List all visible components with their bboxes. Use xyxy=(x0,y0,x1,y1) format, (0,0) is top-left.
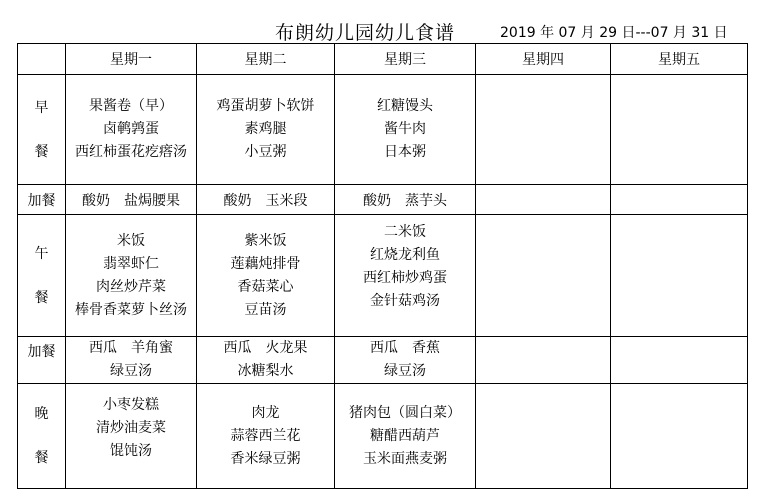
menu-item: 二米饭 xyxy=(384,224,426,240)
menu-cell xyxy=(335,215,476,337)
meal-label-snack: 加餐 xyxy=(18,337,66,384)
menu-item: 馄饨汤 xyxy=(110,443,152,459)
menu-item: 肉丝炒芹菜 xyxy=(96,278,166,295)
empty-cell xyxy=(476,337,611,384)
meal-label-snack: 加餐 xyxy=(18,185,66,215)
menu-item: 酱牛肉 xyxy=(384,121,426,137)
menu-cell xyxy=(66,337,197,384)
meal-char: 晚 xyxy=(34,406,49,422)
empty-cell xyxy=(476,215,611,337)
menu-item: 西瓜 香蕉 xyxy=(370,340,440,356)
menu-cell xyxy=(197,337,335,384)
menu-item: 米饭 xyxy=(117,232,145,249)
menu-item: 鸡蛋胡萝卜软饼 xyxy=(216,98,315,114)
menu-item: 西瓜 羊角蜜 xyxy=(89,340,173,356)
menu-item: 猪肉包（圆白菜） xyxy=(349,404,461,421)
menu-item: 棒骨香菜萝卜丝汤 xyxy=(75,301,187,318)
menu-item: 红糖馒头 xyxy=(377,98,433,114)
meal-char: 餐 xyxy=(34,143,49,160)
empty-cell xyxy=(476,185,611,215)
table-row xyxy=(18,75,748,185)
menu-item: 卤鹌鹑蛋 xyxy=(103,121,159,137)
menu-cell xyxy=(197,75,335,185)
date-range: 2019 年 07 月 29 日---07 月 31 日 xyxy=(500,25,728,41)
day-header-mon: 星期一 xyxy=(66,44,197,75)
meal-char: 餐 xyxy=(34,450,49,466)
menu-item: 糖醋西葫芦 xyxy=(370,427,440,444)
menu-item: 素鸡腿 xyxy=(244,121,287,137)
menu-cell xyxy=(197,384,335,489)
day-header-wed: 星期三 xyxy=(335,44,476,75)
menu-item: 冰糖梨水 xyxy=(237,363,294,379)
meal-label-dinner xyxy=(18,384,66,489)
menu-item: 酸奶 蒸芋头 xyxy=(335,185,476,215)
table-row xyxy=(18,215,748,337)
empty-cell xyxy=(611,384,748,489)
menu-cell xyxy=(197,215,335,337)
menu-item: 绿豆汤 xyxy=(110,363,152,379)
empty-cell xyxy=(611,215,748,337)
menu-cell xyxy=(335,384,476,489)
menu-item: 翡翠虾仁 xyxy=(103,255,159,272)
menu-cell xyxy=(66,215,197,337)
menu-table xyxy=(17,43,748,489)
menu-item: 酸奶 盐焗腰果 xyxy=(66,185,197,215)
meal-char: 餐 xyxy=(34,289,49,306)
meal-label-lunch xyxy=(18,215,66,337)
menu-item: 日本粥 xyxy=(384,144,426,160)
menu-item: 蒜蓉西兰花 xyxy=(230,427,301,444)
empty-cell xyxy=(611,185,748,215)
empty-cell xyxy=(611,75,748,185)
meal-label-breakfast xyxy=(18,75,66,185)
menu-item: 西红柿蛋花疙瘩汤 xyxy=(75,144,187,160)
empty-cell xyxy=(476,384,611,489)
menu-item: 香菇菜心 xyxy=(237,278,294,295)
header-row xyxy=(18,44,748,75)
menu-item: 果酱卷（早） xyxy=(89,98,173,114)
menu-item: 酸奶 玉米段 xyxy=(197,185,335,215)
menu-item: 小枣发糕 xyxy=(103,397,159,413)
menu-item: 肉龙 xyxy=(251,404,280,421)
day-header-thu: 星期四 xyxy=(476,44,611,75)
menu-item: 豆苗汤 xyxy=(244,301,287,318)
day-header-tue: 星期二 xyxy=(197,44,335,75)
empty-cell xyxy=(611,337,748,384)
menu-item: 西红柿炒鸡蛋 xyxy=(363,270,447,286)
menu-cell xyxy=(66,75,197,185)
empty-cell xyxy=(476,75,611,185)
table-row xyxy=(18,337,748,384)
menu-item: 香米绿豆粥 xyxy=(230,450,301,467)
menu-title: 布朗幼儿园幼儿食谱 xyxy=(275,22,456,44)
day-header-fri: 星期五 xyxy=(611,44,748,75)
menu-item: 玉米面燕麦粥 xyxy=(363,450,447,467)
menu-item: 绿豆汤 xyxy=(384,363,426,379)
table-row xyxy=(18,384,748,489)
menu-item: 莲藕炖排骨 xyxy=(230,255,301,272)
menu-cell xyxy=(335,75,476,185)
meal-char: 午 xyxy=(34,245,49,262)
meal-char: 早 xyxy=(34,99,49,116)
header-corner xyxy=(18,44,66,75)
menu-cell xyxy=(335,337,476,384)
menu-item: 金针菇鸡汤 xyxy=(370,293,440,309)
menu-item: 紫米饭 xyxy=(244,232,287,249)
menu-item: 红烧龙利鱼 xyxy=(370,247,440,263)
table-row xyxy=(18,185,748,215)
menu-item: 小豆粥 xyxy=(244,144,287,160)
menu-cell xyxy=(66,384,197,489)
menu-item: 西瓜 火龙果 xyxy=(223,340,308,356)
menu-item: 清炒油麦菜 xyxy=(96,420,166,436)
